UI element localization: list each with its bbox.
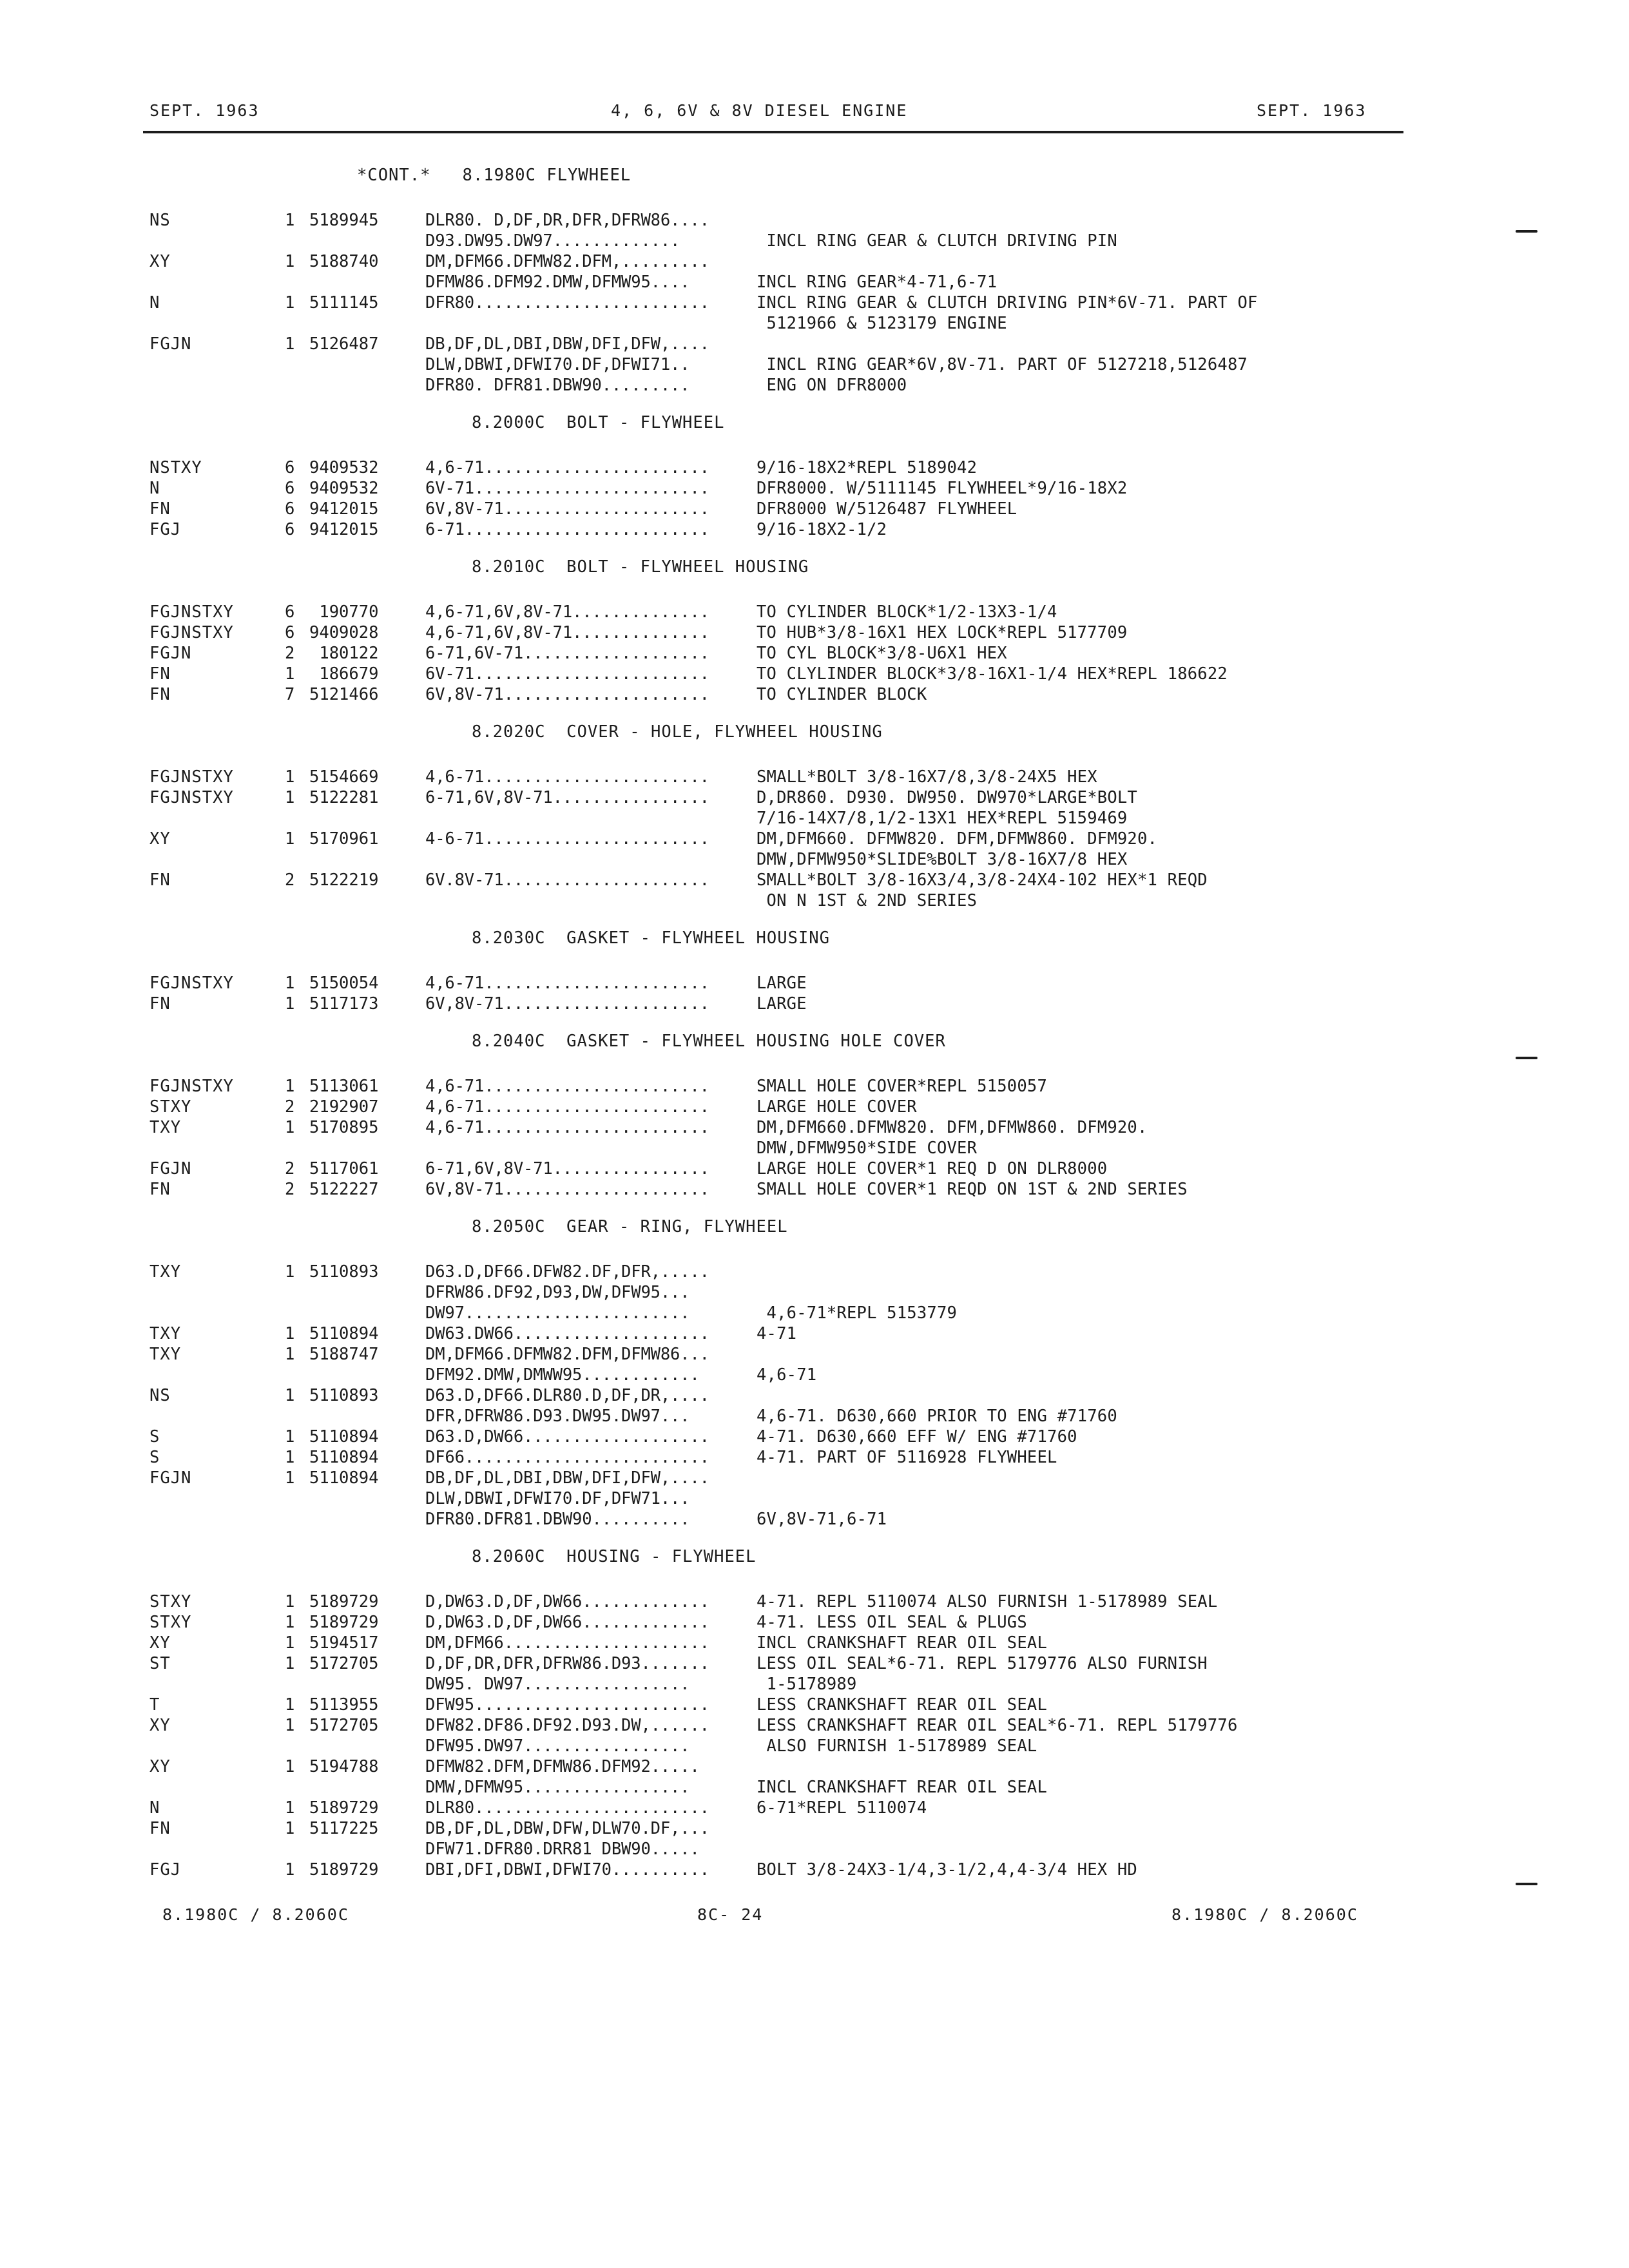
row-remark: 4-71. LESS OIL SEAL & PLUGS bbox=[757, 1613, 1027, 1632]
row-qty: 1 bbox=[285, 1468, 295, 1488]
row-code: FN bbox=[149, 499, 171, 519]
row-code: FN bbox=[149, 685, 171, 704]
row-part-number: 9409532 bbox=[309, 479, 379, 498]
row-part-number: 5117225 bbox=[309, 1819, 379, 1838]
row-qty: 1 bbox=[285, 1118, 295, 1137]
row-qty: 2 bbox=[285, 1180, 295, 1199]
row-models: 6V,8V-71..................... bbox=[425, 685, 709, 704]
row-code: FGJN bbox=[149, 334, 192, 354]
row-models: DM,DFM66.DFMW82.DFM,DFMW86... bbox=[425, 1345, 709, 1364]
row-remark: SMALL HOLE COVER*REPL 5150057 bbox=[757, 1077, 1048, 1096]
row-remark: SMALL*BOLT 3/8-16X7/8,3/8-24X5 HEX bbox=[757, 767, 1097, 787]
row-qty: 1 bbox=[285, 1077, 295, 1096]
row-models: DLR80........................ bbox=[425, 1798, 709, 1818]
row-remark: BOLT 3/8-24X3-1/4,3-1/2,4,4-3/4 HEX HD bbox=[757, 1860, 1137, 1879]
row-part-number: 5110894 bbox=[309, 1448, 379, 1467]
row-models: DB,DF,DL,DBI,DBW,DFI,DFW,.... bbox=[425, 1468, 709, 1488]
section-title: 8.2050C GEAR - RING, FLYWHEEL bbox=[472, 1217, 788, 1236]
row-qty: 6 bbox=[285, 623, 295, 642]
row-models: DFR80.DFR81.DBW90.......... bbox=[425, 1510, 690, 1529]
row-qty: 1 bbox=[285, 1448, 295, 1467]
row-models: D63.D,DW66................... bbox=[425, 1427, 709, 1446]
row-part-number: 5188740 bbox=[309, 252, 379, 271]
row-code: STXY bbox=[149, 1097, 192, 1117]
row-qty: 1 bbox=[285, 1860, 295, 1879]
row-code: FGJNSTXY bbox=[149, 1077, 234, 1096]
row-part-number: 5110893 bbox=[309, 1386, 379, 1405]
row-models: 4,6-71....................... bbox=[425, 458, 709, 477]
row-qty: 1 bbox=[285, 1345, 295, 1364]
row-code: N bbox=[149, 1798, 160, 1818]
header-date-left: SEPT. 1963 bbox=[149, 101, 260, 120]
row-models: D,DW63.D,DF,DW66............. bbox=[425, 1613, 709, 1632]
row-code: TXY bbox=[149, 1324, 182, 1343]
row-remark: TO CYL BLOCK*3/8-U6X1 HEX bbox=[757, 644, 1007, 663]
row-code: FGJNSTXY bbox=[149, 767, 234, 787]
row-qty: 7 bbox=[285, 685, 295, 704]
row-code: XY bbox=[149, 252, 171, 271]
row-part-number: 5150054 bbox=[309, 974, 379, 993]
row-qty: 1 bbox=[285, 211, 295, 230]
row-remark: INCL RING GEAR & CLUTCH DRIVING PIN bbox=[757, 231, 1117, 251]
row-part-number: 5110894 bbox=[309, 1324, 379, 1343]
row-part-number: 180122 bbox=[309, 644, 379, 663]
row-code: FGJ bbox=[149, 1860, 182, 1879]
row-models: DLW,DBWI,DFWI70.DF,DFW71... bbox=[425, 1489, 690, 1508]
row-qty: 1 bbox=[285, 1654, 295, 1673]
row-models: 4-6-71....................... bbox=[425, 829, 709, 849]
row-remark: 4,6-71*REPL 5153779 bbox=[757, 1303, 958, 1323]
row-part-number: 5110894 bbox=[309, 1468, 379, 1488]
row-models: DFRW86.DF92,D93,DW,DFW95... bbox=[425, 1283, 690, 1302]
row-models: DM,DFM66.DFMW82.DFM,......... bbox=[425, 252, 709, 271]
row-models: DFR,DFRW86.D93.DW95.DW97... bbox=[425, 1407, 690, 1426]
row-models: DBI,DFI,DBWI,DFWI70.......... bbox=[425, 1860, 709, 1879]
row-qty: 2 bbox=[285, 1159, 295, 1178]
row-part-number: 9412015 bbox=[309, 499, 379, 519]
row-models: DB,DF,DL,DBW,DFW,DLW70.DF,... bbox=[425, 1819, 709, 1838]
section-title: 8.2040C GASKET - FLYWHEEL HOUSING HOLE COVER bbox=[472, 1032, 946, 1051]
row-remark: DFR8000 W/5126487 FLYWHEEL bbox=[757, 499, 1017, 519]
row-remark: INCL CRANKSHAFT REAR OIL SEAL bbox=[757, 1633, 1048, 1653]
row-qty: 6 bbox=[285, 499, 295, 519]
row-code: XY bbox=[149, 1757, 171, 1776]
row-models: D63.D,DF66.DFW82.DF,DFR,..... bbox=[425, 1262, 709, 1282]
row-remark: LARGE bbox=[757, 994, 807, 1014]
row-remark: 4-71 bbox=[757, 1324, 797, 1343]
row-models: D93.DW95.DW97............. bbox=[425, 231, 680, 251]
row-part-number: 5113061 bbox=[309, 1077, 379, 1096]
row-part-number: 5189729 bbox=[309, 1592, 379, 1611]
row-qty: 1 bbox=[285, 1427, 295, 1446]
row-models: 4,6-71,6V,8V-71.............. bbox=[425, 602, 709, 622]
row-remark: 4-71. PART OF 5116928 FLYWHEEL bbox=[757, 1448, 1057, 1467]
row-remark: DMW,DFMW950*SLIDE%BOLT 3/8-16X7/8 HEX bbox=[757, 850, 1128, 869]
row-part-number: 5122219 bbox=[309, 870, 379, 890]
row-remark: D,DR860. D930. DW950. DW970*LARGE*BOLT bbox=[757, 788, 1137, 807]
row-code: FN bbox=[149, 664, 171, 684]
row-code: S bbox=[149, 1427, 160, 1446]
row-models: 6-71,6V,8V-71................ bbox=[425, 1159, 709, 1178]
row-part-number: 5122281 bbox=[309, 788, 379, 807]
footer-page-number: 8C- 24 bbox=[697, 1905, 764, 1924]
row-part-number: 5170961 bbox=[309, 829, 379, 849]
row-models: DFW71.DFR80.DRR81 DBW90..... bbox=[425, 1840, 700, 1859]
row-qty: 1 bbox=[285, 1262, 295, 1282]
row-models: 4,6-71....................... bbox=[425, 974, 709, 993]
margin-mark bbox=[1516, 230, 1537, 233]
row-qty: 6 bbox=[285, 458, 295, 477]
row-remark: 9/16-18X2*REPL 5189042 bbox=[757, 458, 978, 477]
row-code: NSTXY bbox=[149, 458, 202, 477]
row-models: 4,6-71....................... bbox=[425, 1097, 709, 1117]
row-part-number: 5110894 bbox=[309, 1427, 379, 1446]
row-part-number: 5188747 bbox=[309, 1345, 379, 1364]
row-qty: 1 bbox=[285, 788, 295, 807]
row-models: 6-71,6V-71................... bbox=[425, 644, 709, 663]
row-code: FGJNSTXY bbox=[149, 602, 234, 622]
section-title: 8.2010C BOLT - FLYWHEEL HOUSING bbox=[472, 557, 809, 577]
row-part-number: 5172705 bbox=[309, 1654, 379, 1673]
footer-range-right: 8.1980C / 8.2060C bbox=[1171, 1905, 1358, 1924]
row-code: S bbox=[149, 1448, 160, 1467]
row-remark: SMALL*BOLT 3/8-16X3/4,3/8-24X4-102 HEX*1 REQD bbox=[757, 870, 1208, 890]
row-part-number: 5113955 bbox=[309, 1695, 379, 1715]
row-code: XY bbox=[149, 829, 171, 849]
row-models: DFM92.DMW,DMWW95............ bbox=[425, 1365, 700, 1385]
section-title: 8.2020C COVER - HOLE, FLYWHEEL HOUSING bbox=[472, 722, 883, 742]
row-part-number: 5121466 bbox=[309, 685, 379, 704]
row-models: DF66......................... bbox=[425, 1448, 709, 1467]
row-part-number: 5189729 bbox=[309, 1798, 379, 1818]
row-code: NS bbox=[149, 211, 171, 230]
row-remark: DFR8000. W/5111145 FLYWHEEL*9/16-18X2 bbox=[757, 479, 1128, 498]
section-title: 8.2060C HOUSING - FLYWHEEL bbox=[472, 1547, 757, 1566]
row-part-number: 5122227 bbox=[309, 1180, 379, 1199]
row-remark: DM,DFM660.DFMW820. DFM,DFMW860. DFM920. bbox=[757, 1118, 1148, 1137]
row-models: DFW95........................ bbox=[425, 1695, 709, 1715]
row-remark: TO CYLINDER BLOCK bbox=[757, 685, 927, 704]
row-models: 6-71......................... bbox=[425, 520, 709, 539]
row-models: DFMW82.DFM,DFMW86.DFM92..... bbox=[425, 1757, 700, 1776]
row-qty: 1 bbox=[285, 1592, 295, 1611]
row-remark: LESS OIL SEAL*6-71. REPL 5179776 ALSO FURNISH bbox=[757, 1654, 1208, 1673]
row-code: FGJNSTXY bbox=[149, 974, 234, 993]
row-code: TXY bbox=[149, 1118, 182, 1137]
row-remark: 4-71. REPL 5110074 ALSO FURNISH 1-5178989 SEAL bbox=[757, 1592, 1218, 1611]
row-qty: 2 bbox=[285, 1097, 295, 1117]
row-models: DFMW86.DFM92.DMW,DFMW95.... bbox=[425, 273, 690, 292]
row-qty: 1 bbox=[285, 1324, 295, 1343]
row-remark: ALSO FURNISH 1-5178989 SEAL bbox=[757, 1736, 1037, 1756]
row-remark: 6V,8V-71,6-71 bbox=[757, 1510, 887, 1529]
row-remark: INCL RING GEAR*4-71,6-71 bbox=[757, 273, 998, 292]
row-models: DW63.DW66.................... bbox=[425, 1324, 709, 1343]
row-code: FN bbox=[149, 994, 171, 1014]
row-code: STXY bbox=[149, 1592, 192, 1611]
row-remark: LARGE HOLE COVER bbox=[757, 1097, 917, 1117]
header-date-right: SEPT. 1963 bbox=[1257, 101, 1367, 120]
row-part-number: 5126487 bbox=[309, 334, 379, 354]
row-remark: DM,DFM660. DFMW820. DFM,DFMW860. DFM920. bbox=[757, 829, 1158, 849]
row-remark: 5121966 & 5123179 ENGINE bbox=[757, 314, 1007, 333]
row-models: DFW82.DF86.DF92.D93.DW,...... bbox=[425, 1716, 709, 1735]
row-qty: 1 bbox=[285, 767, 295, 787]
row-part-number: 9409532 bbox=[309, 458, 379, 477]
section-title: 8.2030C GASKET - FLYWHEEL HOUSING bbox=[472, 928, 830, 948]
row-part-number: 190770 bbox=[309, 602, 379, 622]
row-models: DLW,DBWI,DFWI70.DF,DFWI71.. bbox=[425, 355, 690, 374]
row-models: DW95. DW97................. bbox=[425, 1675, 690, 1694]
footer-range-left: 8.1980C / 8.2060C bbox=[162, 1905, 349, 1924]
row-qty: 1 bbox=[285, 1798, 295, 1818]
row-part-number: 5194788 bbox=[309, 1757, 379, 1776]
row-models: DMW,DFMW95................. bbox=[425, 1778, 690, 1797]
row-part-number: 5189945 bbox=[309, 211, 379, 230]
row-qty: 1 bbox=[285, 1613, 295, 1632]
row-qty: 1 bbox=[285, 1633, 295, 1653]
row-qty: 6 bbox=[285, 479, 295, 498]
row-qty: 1 bbox=[285, 293, 295, 312]
row-remark: LESS CRANKSHAFT REAR OIL SEAL*6-71. REPL 5179776 bbox=[757, 1716, 1238, 1735]
row-code: FGJNSTXY bbox=[149, 623, 234, 642]
row-part-number: 5117061 bbox=[309, 1159, 379, 1178]
row-remark: DMW,DFMW950*SIDE COVER bbox=[757, 1139, 978, 1158]
row-qty: 1 bbox=[285, 664, 295, 684]
row-code: N bbox=[149, 293, 160, 312]
row-models: DB,DF,DL,DBI,DBW,DFI,DFW,.... bbox=[425, 334, 709, 354]
row-code: ST bbox=[149, 1654, 171, 1673]
row-code: FGJN bbox=[149, 644, 192, 663]
row-part-number: 5194517 bbox=[309, 1633, 379, 1653]
row-code: FN bbox=[149, 1819, 171, 1838]
row-remark: TO CLYLINDER BLOCK*3/8-16X1-1/4 HEX*REPL 186622 bbox=[757, 664, 1228, 684]
row-part-number: 5110893 bbox=[309, 1262, 379, 1282]
row-remark: ENG ON DFR8000 bbox=[757, 376, 907, 395]
row-code: TXY bbox=[149, 1345, 182, 1364]
row-code: XY bbox=[149, 1633, 171, 1653]
row-code: FN bbox=[149, 1180, 171, 1199]
row-models: 6V,8V-71..................... bbox=[425, 994, 709, 1014]
row-models: D63.D,DF66.DLR80.D,DF,DR,.... bbox=[425, 1386, 709, 1405]
row-qty: 6 bbox=[285, 602, 295, 622]
row-code: FGJN bbox=[149, 1159, 192, 1178]
row-remark: LESS CRANKSHAFT REAR OIL SEAL bbox=[757, 1695, 1048, 1715]
row-qty: 1 bbox=[285, 334, 295, 354]
row-qty: 6 bbox=[285, 520, 295, 539]
row-qty: 1 bbox=[285, 252, 295, 271]
row-code: FGJ bbox=[149, 520, 182, 539]
row-models: 6V,8V-71..................... bbox=[425, 1180, 709, 1199]
row-models: 4,6-71....................... bbox=[425, 1118, 709, 1137]
row-part-number: 186679 bbox=[309, 664, 379, 684]
row-remark: 9/16-18X2-1/2 bbox=[757, 520, 887, 539]
row-models: 4,6-71....................... bbox=[425, 767, 709, 787]
row-code: TXY bbox=[149, 1262, 182, 1282]
row-part-number: 9412015 bbox=[309, 520, 379, 539]
row-models: 6V,8V-71..................... bbox=[425, 499, 709, 519]
row-code: STXY bbox=[149, 1613, 192, 1632]
section-title: *CONT.* 8.1980C FLYWHEEL bbox=[357, 166, 631, 185]
row-models: DFW95.DW97................. bbox=[425, 1736, 690, 1756]
row-models: 6V-71........................ bbox=[425, 664, 709, 684]
row-models: DM,DFM66..................... bbox=[425, 1633, 709, 1653]
row-qty: 1 bbox=[285, 1716, 295, 1735]
row-remark: SMALL HOLE COVER*1 REQD ON 1ST & 2ND SERIES bbox=[757, 1180, 1188, 1199]
row-models: DW97....................... bbox=[425, 1303, 690, 1323]
row-remark: 6-71*REPL 5110074 bbox=[757, 1798, 927, 1818]
row-remark: 4,6-71 bbox=[757, 1365, 817, 1385]
row-remark: TO CYLINDER BLOCK*1/2-13X3-1/4 bbox=[757, 602, 1057, 622]
row-qty: 1 bbox=[285, 829, 295, 849]
row-remark: INCL CRANKSHAFT REAR OIL SEAL bbox=[757, 1778, 1048, 1797]
margin-mark bbox=[1516, 1057, 1537, 1059]
row-models: DLR80. D,DF,DR,DFR,DFRW86.... bbox=[425, 211, 709, 230]
row-part-number: 2192907 bbox=[309, 1097, 379, 1117]
row-remark: LARGE bbox=[757, 974, 807, 993]
row-code: NS bbox=[149, 1386, 171, 1405]
row-qty: 1 bbox=[285, 974, 295, 993]
row-qty: 1 bbox=[285, 994, 295, 1014]
row-remark: 1-5178989 bbox=[757, 1675, 857, 1694]
row-part-number: 5170895 bbox=[309, 1118, 379, 1137]
row-models: 4,6-71....................... bbox=[425, 1077, 709, 1096]
row-code: N bbox=[149, 479, 160, 498]
row-remark: INCL RING GEAR & CLUTCH DRIVING PIN*6V-71. PART OF bbox=[757, 293, 1258, 312]
margin-mark bbox=[1516, 1883, 1537, 1885]
header-title: 4, 6, 6V & 8V DIESEL ENGINE bbox=[611, 101, 908, 120]
row-part-number: 5117173 bbox=[309, 994, 379, 1014]
row-remark: LARGE HOLE COVER*1 REQ D ON DLR8000 bbox=[757, 1159, 1108, 1178]
row-part-number: 9409028 bbox=[309, 623, 379, 642]
row-models: 6V.8V-71..................... bbox=[425, 870, 709, 890]
row-remark: 4,6-71. D630,660 PRIOR TO ENG #71760 bbox=[757, 1407, 1117, 1426]
row-part-number: 5154669 bbox=[309, 767, 379, 787]
row-models: D,DW63.D,DF,DW66............. bbox=[425, 1592, 709, 1611]
row-qty: 1 bbox=[285, 1757, 295, 1776]
section-title: 8.2000C BOLT - FLYWHEEL bbox=[472, 413, 725, 432]
row-part-number: 5189729 bbox=[309, 1860, 379, 1879]
row-remark: TO HUB*3/8-16X1 HEX LOCK*REPL 5177709 bbox=[757, 623, 1128, 642]
row-part-number: 5189729 bbox=[309, 1613, 379, 1632]
header-rule bbox=[143, 131, 1403, 133]
row-models: DFR80. DFR81.DBW90......... bbox=[425, 376, 690, 395]
row-code: FGJN bbox=[149, 1468, 192, 1488]
row-models: 6-71,6V,8V-71................ bbox=[425, 788, 709, 807]
row-code: XY bbox=[149, 1716, 171, 1735]
row-remark: ON N 1ST & 2ND SERIES bbox=[757, 891, 978, 910]
row-code: T bbox=[149, 1695, 160, 1715]
row-part-number: 5111145 bbox=[309, 293, 379, 312]
row-models: DFR80........................ bbox=[425, 293, 709, 312]
row-remark: 7/16-14X7/8,1/2-13X1 HEX*REPL 5159469 bbox=[757, 809, 1128, 828]
row-remark: 4-71. D630,660 EFF W/ ENG #71760 bbox=[757, 1427, 1077, 1446]
row-qty: 2 bbox=[285, 870, 295, 890]
row-code: FN bbox=[149, 870, 171, 890]
row-remark: INCL RING GEAR*6V,8V-71. PART OF 5127218,5126487 bbox=[757, 355, 1248, 374]
row-code: FGJNSTXY bbox=[149, 788, 234, 807]
row-qty: 1 bbox=[285, 1386, 295, 1405]
row-qty: 2 bbox=[285, 644, 295, 663]
row-part-number: 5172705 bbox=[309, 1716, 379, 1735]
row-models: 4,6-71,6V,8V-71.............. bbox=[425, 623, 709, 642]
row-qty: 1 bbox=[285, 1695, 295, 1715]
row-qty: 1 bbox=[285, 1819, 295, 1838]
row-models: 6V-71........................ bbox=[425, 479, 709, 498]
row-models: D,DF,DR,DFR,DFRW86.D93....... bbox=[425, 1654, 709, 1673]
